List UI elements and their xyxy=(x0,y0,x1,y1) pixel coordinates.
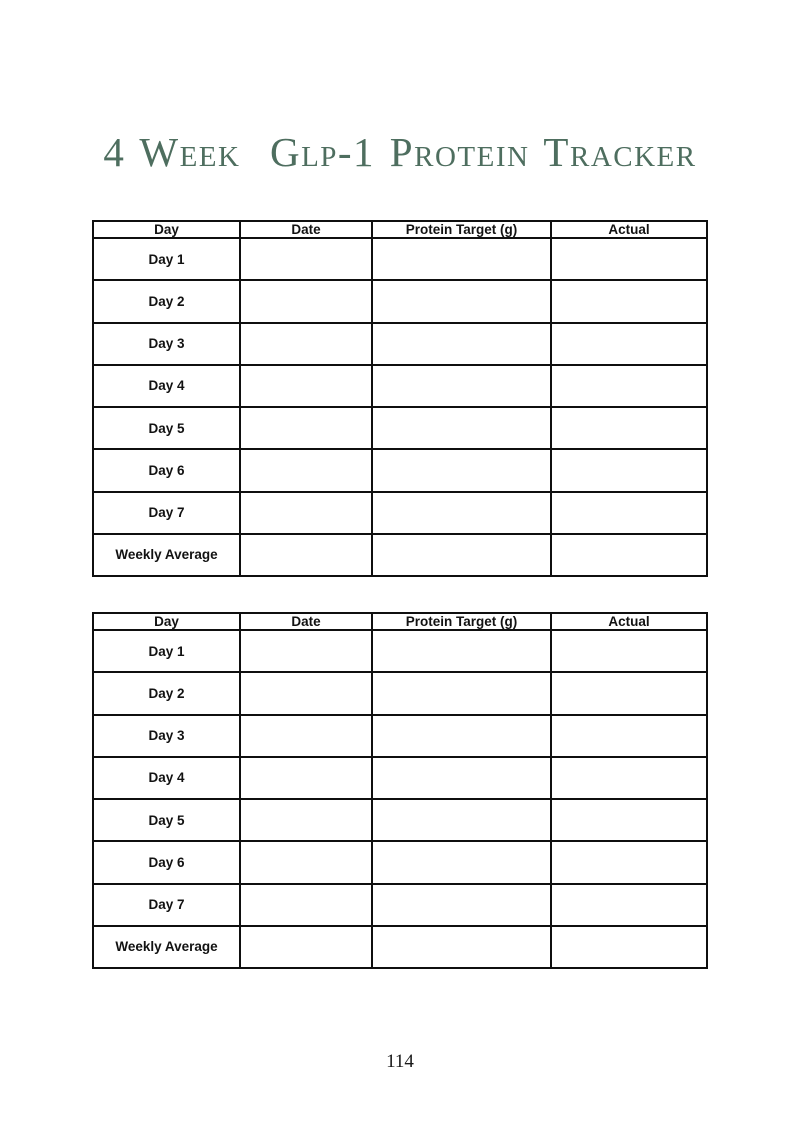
header-cell-protein-target: Protein Target (g) xyxy=(372,613,551,630)
actual-entry-cell xyxy=(551,449,707,491)
protein-tracker-table xyxy=(92,612,708,969)
target-entry-cell xyxy=(372,365,551,407)
day-label-cell: Day 5 xyxy=(93,799,240,841)
table-row xyxy=(93,365,707,407)
actual-entry-cell xyxy=(551,630,707,672)
actual-entry-cell xyxy=(551,926,707,968)
header-cell-day: Day xyxy=(93,613,240,630)
table-row xyxy=(93,799,707,841)
actual-entry-cell xyxy=(551,365,707,407)
tracker-table-week-2 xyxy=(92,612,706,969)
date-entry-cell xyxy=(240,715,372,757)
target-entry-cell xyxy=(372,799,551,841)
target-entry-cell xyxy=(372,926,551,968)
day-label-cell: Day 3 xyxy=(93,715,240,757)
target-entry-cell xyxy=(372,280,551,322)
table-row xyxy=(93,715,707,757)
table-row xyxy=(93,238,707,280)
target-entry-cell xyxy=(372,407,551,449)
actual-entry-cell xyxy=(551,715,707,757)
target-entry-cell xyxy=(372,238,551,280)
day-label-cell: Day 4 xyxy=(93,757,240,799)
actual-entry-cell xyxy=(551,672,707,714)
day-label-cell: Day 3 xyxy=(93,323,240,365)
header-cell-day: Day xyxy=(93,221,240,238)
actual-entry-cell xyxy=(551,841,707,883)
day-label-cell: Day 4 xyxy=(93,365,240,407)
table-row xyxy=(93,926,707,968)
date-entry-cell xyxy=(240,365,372,407)
tracker-table-week-1 xyxy=(92,220,706,577)
date-entry-cell xyxy=(240,799,372,841)
day-label-cell: Day 7 xyxy=(93,492,240,534)
page-number: 114 xyxy=(386,1051,414,1072)
day-label-cell: Day 1 xyxy=(93,630,240,672)
actual-entry-cell xyxy=(551,534,707,576)
actual-entry-cell xyxy=(551,884,707,926)
date-entry-cell xyxy=(240,238,372,280)
actual-entry-cell xyxy=(551,238,707,280)
day-label-cell: Day 6 xyxy=(93,841,240,883)
table-row xyxy=(93,534,707,576)
day-label-cell: Day 2 xyxy=(93,280,240,322)
actual-entry-cell xyxy=(551,757,707,799)
date-entry-cell xyxy=(240,407,372,449)
day-label-cell: Day 6 xyxy=(93,449,240,491)
table-row xyxy=(93,672,707,714)
header-cell-date: Date xyxy=(240,613,372,630)
date-entry-cell xyxy=(240,884,372,926)
table-header-row xyxy=(93,221,707,238)
table-row xyxy=(93,884,707,926)
date-entry-cell xyxy=(240,449,372,491)
date-entry-cell xyxy=(240,534,372,576)
day-label-cell: Day 1 xyxy=(93,238,240,280)
actual-entry-cell xyxy=(551,407,707,449)
target-entry-cell xyxy=(372,672,551,714)
page-title: 4 Week Glp-1 Protein Tracker xyxy=(103,129,697,175)
target-entry-cell xyxy=(372,757,551,799)
table-row xyxy=(93,280,707,322)
header-cell-date: Date xyxy=(240,221,372,238)
table-row xyxy=(93,449,707,491)
date-entry-cell xyxy=(240,926,372,968)
header-cell-actual: Actual xyxy=(551,221,707,238)
table-row xyxy=(93,757,707,799)
protein-tracker-table xyxy=(92,220,708,577)
target-entry-cell xyxy=(372,534,551,576)
day-label-cell: Day 2 xyxy=(93,672,240,714)
table-row xyxy=(93,407,707,449)
day-label-cell: Weekly Average xyxy=(93,534,240,576)
date-entry-cell xyxy=(240,323,372,365)
actual-entry-cell xyxy=(551,799,707,841)
date-entry-cell xyxy=(240,630,372,672)
date-entry-cell xyxy=(240,841,372,883)
target-entry-cell xyxy=(372,841,551,883)
target-entry-cell xyxy=(372,715,551,757)
table-row xyxy=(93,841,707,883)
target-entry-cell xyxy=(372,630,551,672)
day-label-cell: Day 7 xyxy=(93,884,240,926)
header-cell-actual: Actual xyxy=(551,613,707,630)
actual-entry-cell xyxy=(551,492,707,534)
date-entry-cell xyxy=(240,757,372,799)
date-entry-cell xyxy=(240,492,372,534)
target-entry-cell xyxy=(372,492,551,534)
header-cell-protein-target: Protein Target (g) xyxy=(372,221,551,238)
target-entry-cell xyxy=(372,884,551,926)
actual-entry-cell xyxy=(551,280,707,322)
table-row xyxy=(93,323,707,365)
table-row xyxy=(93,630,707,672)
table-row xyxy=(93,492,707,534)
date-entry-cell xyxy=(240,672,372,714)
actual-entry-cell xyxy=(551,323,707,365)
target-entry-cell xyxy=(372,449,551,491)
target-entry-cell xyxy=(372,323,551,365)
day-label-cell: Day 5 xyxy=(93,407,240,449)
date-entry-cell xyxy=(240,280,372,322)
table-header-row xyxy=(93,613,707,630)
day-label-cell: Weekly Average xyxy=(93,926,240,968)
